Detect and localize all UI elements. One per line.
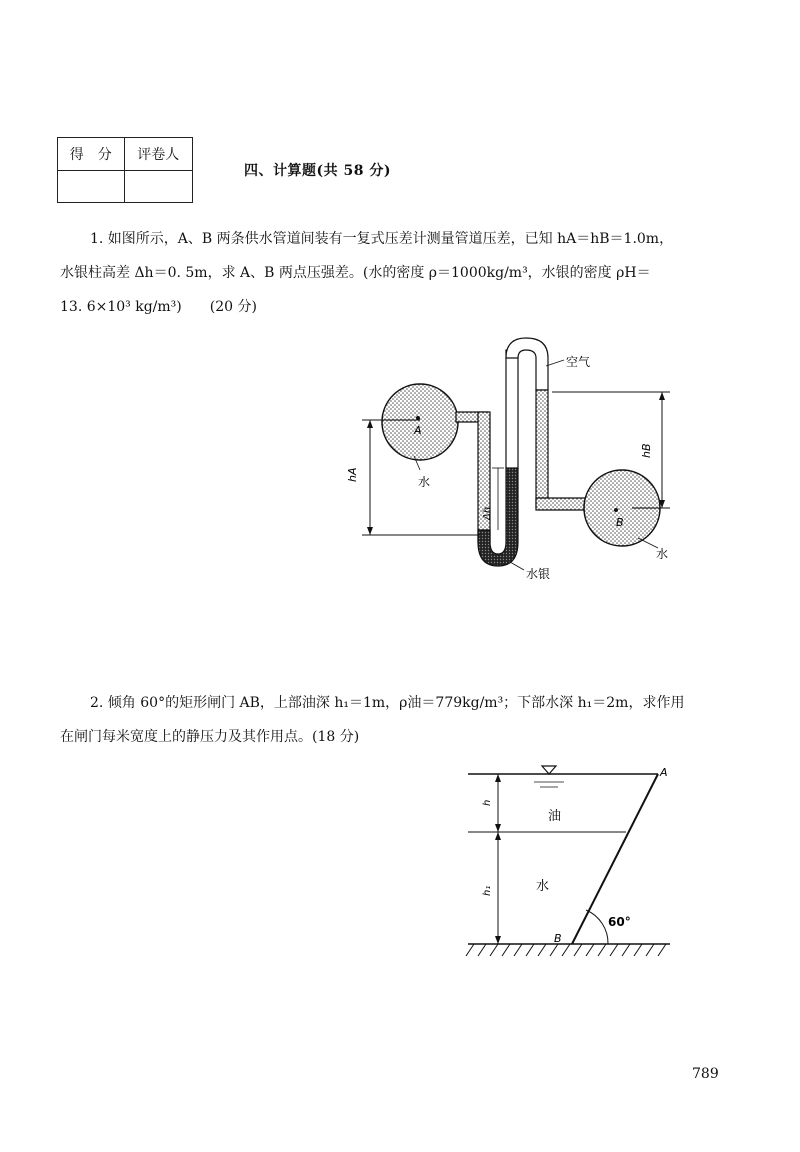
grader-header: 评卷人 [124, 138, 192, 171]
label-water-b: 水 [656, 547, 669, 561]
label-b: B [616, 516, 624, 529]
label-h: h [482, 799, 493, 806]
point-a [416, 416, 420, 420]
manometer-figure [340, 330, 700, 590]
grader-cell [124, 170, 192, 203]
point-b [614, 508, 618, 512]
pipe-b [536, 498, 590, 510]
score-cell [58, 170, 125, 203]
label-gate-b: B [554, 932, 562, 945]
page-number: 789 [692, 1066, 719, 1082]
tank-a [382, 384, 458, 460]
question-2-line-1: 2. 倾角 60°的矩形闸门 AB，上部油深 h₁＝1m，ρ油＝779kg/m³；下部水深 h₁＝2m，求作用 [90, 695, 685, 711]
label-dh: Δh [482, 506, 493, 520]
label-mercury: 水银 [526, 567, 551, 581]
label-hb: hB [640, 443, 653, 458]
gate-figure [460, 762, 690, 972]
left-leg-water [478, 412, 490, 542]
label-water-a: 水 [418, 475, 431, 489]
section-title: 四、计算题(共 58 分) [244, 163, 391, 179]
question-2-text [60, 686, 740, 754]
score-table [57, 137, 193, 203]
score-header: 得 分 [58, 138, 125, 171]
label-h1: h₁ [482, 885, 493, 896]
question-2-line-2: 在闸门每米宽度上的静压力及其作用点。(18 分) [60, 729, 360, 745]
question-1-text [60, 222, 740, 324]
label-water: 水 [536, 879, 550, 894]
middle-leg [506, 350, 518, 468]
angle-arc [586, 910, 608, 944]
label-angle: 60° [608, 915, 631, 929]
label-air: 空气 [566, 355, 591, 369]
question-1-line-2: 水银柱高差 Δh＝0. 5m，求 A、B 两点压强差。(水的密度 ρ＝1000kg/m³，水银的密度 ρH＝ [60, 265, 651, 281]
label-gate-a: A [660, 766, 668, 779]
question-1-line-1: 1. 如图所示，A、B 两条供水管道间装有一复式压差计测量管道压差，已知 hA＝hB＝1.0m， [90, 231, 674, 247]
label-ha: hA [346, 467, 359, 482]
surface-triangle-icon [542, 766, 556, 774]
question-1-line-3: 13. 6×10³ kg/m³) (20 分) [60, 299, 257, 315]
label-oil: 油 [548, 809, 562, 824]
right-leg-water [536, 390, 548, 508]
label-a: A [414, 424, 422, 437]
